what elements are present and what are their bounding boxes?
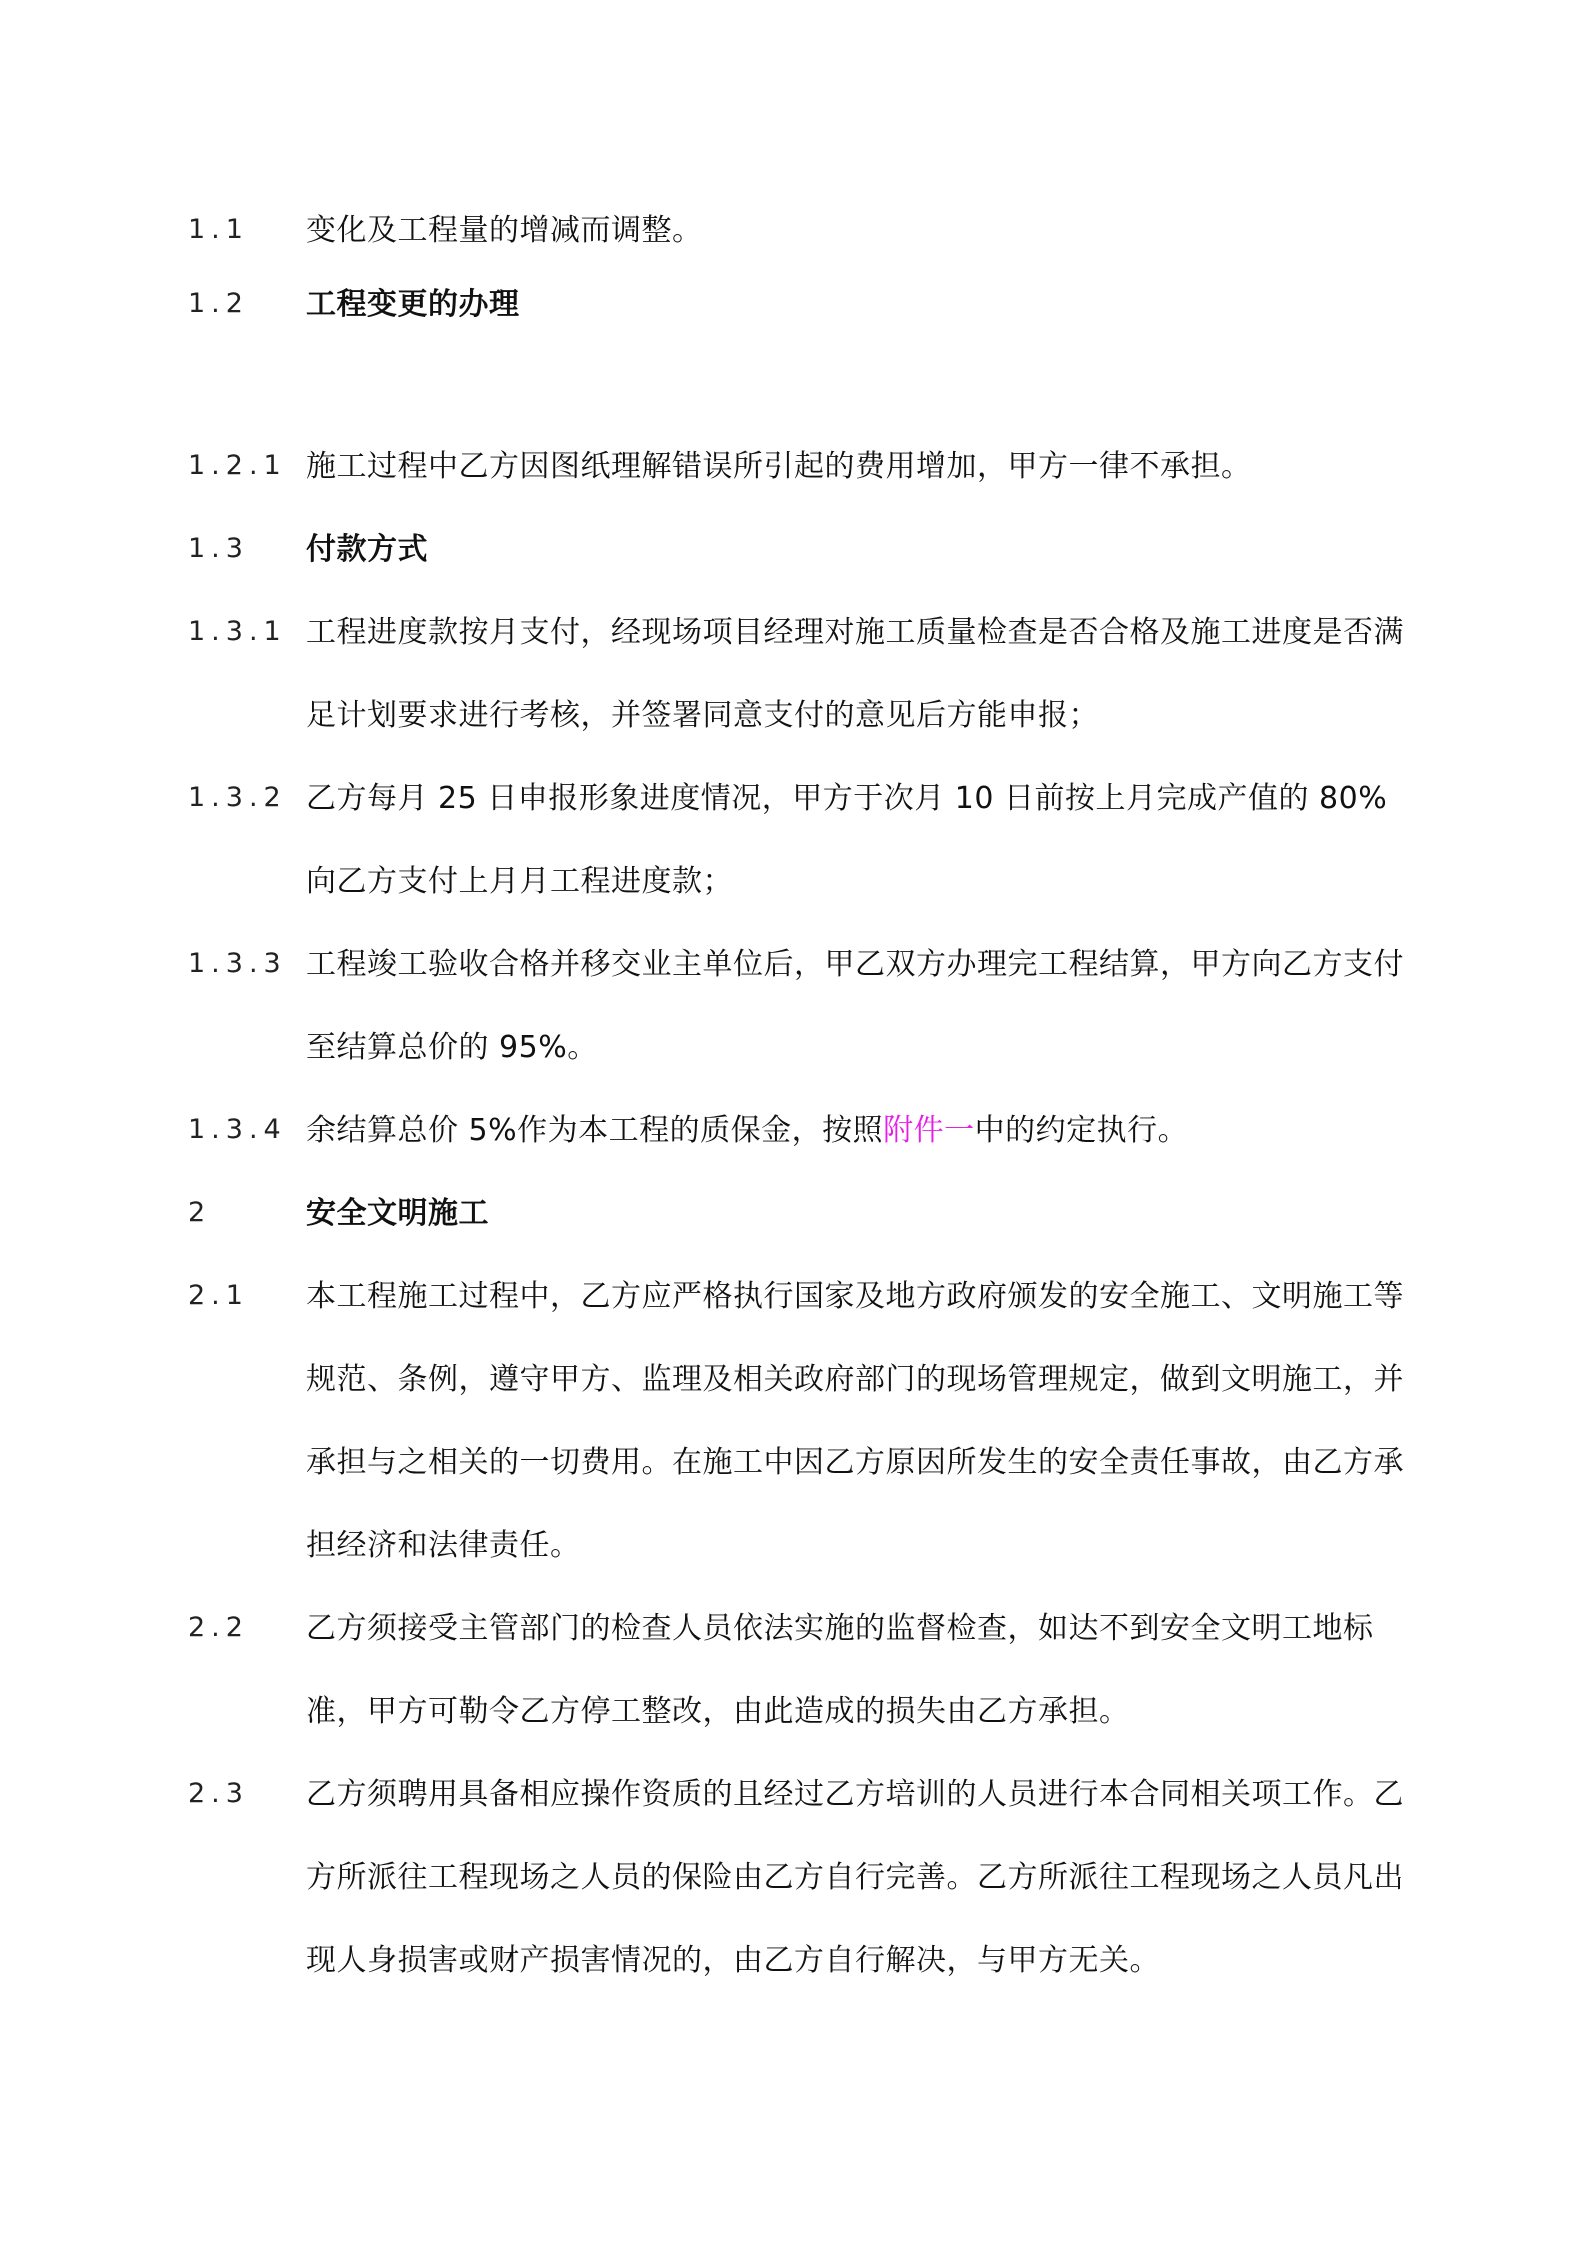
section-text — [306, 1089, 1416, 1172]
section-number: 1.3 — [188, 533, 249, 564]
section-heading: 安全文明施工 — [306, 1196, 489, 1231]
section-number: 2.2 — [188, 1612, 249, 1643]
section-number: 1.3.1 — [188, 616, 287, 647]
section-text: 工程竣工验收合格并移交业主单位后，甲乙双方办理完工程结算，甲方向乙方支付至结算总价的 95%。 — [306, 947, 1404, 1065]
section-number: 1.3.3 — [188, 948, 287, 979]
section-heading: 工程变更的办理 — [306, 287, 520, 322]
section-heading: 付款方式 — [306, 532, 428, 567]
section-number: 2.3 — [188, 1778, 249, 1809]
section-number: 2.1 — [188, 1280, 249, 1311]
section-text: 施工过程中乙方因图纸理解错误所引起的费用增加，甲方一律不承担。 — [306, 449, 1252, 484]
section-text-before: 余结算总价 5%作为本工程的质保金，按照 — [306, 1113, 884, 1148]
attachment-link[interactable]: 附件一 — [883, 1113, 975, 1148]
section-number: 1.1 — [188, 214, 249, 245]
section-text: 乙方须接受主管部门的检查人员依法实施的监督检查，如达不到安全文明工地标准，甲方可勒令乙方停工整改，由此造成的损失由乙方承担。 — [306, 1611, 1374, 1729]
section-number: 1.3.2 — [188, 782, 287, 813]
section-number: 1.3.4 — [188, 1114, 287, 1145]
section-number: 1.2.1 — [188, 450, 287, 481]
section-text-after: 中的约定执行。 — [974, 1113, 1189, 1148]
section-number: 1.2 — [188, 288, 249, 319]
section-number: 2 — [188, 1197, 212, 1228]
section-text: 乙方须聘用具备相应操作资质的且经过乙方培训的人员进行本合同相关项工作。乙方所派往工程现场之人员的保险由乙方自行完善。乙方所派往工程现场之人员凡出现人身损害或财产损害情况的，由乙方自行解决，与甲方无关。 — [306, 1777, 1404, 1978]
section-text: 本工程施工过程中，乙方应严格执行国家及地方政府颁发的安全施工、文明施工等规范、条例，遵守甲方、监理及相关政府部门的现场管理规定，做到文明施工，并承担与之相关的一切费用。在施工中因乙方原因所发生的安全责任事故，由乙方承担经济和法律责任。 — [306, 1279, 1404, 1563]
section-text: 乙方每月 25 日申报形象进度情况，甲方于次月 10 日前按上月完成产值的 80%向乙方支付上月月工程进度款； — [306, 781, 1388, 899]
section-text: 工程进度款按月支付，经现场项目经理对施工质量检查是否合格及施工进度是否满足计划要求进行考核，并签署同意支付的意见后方能申报； — [306, 615, 1404, 733]
section-text: 变化及工程量的增减而调整。 — [306, 213, 703, 248]
